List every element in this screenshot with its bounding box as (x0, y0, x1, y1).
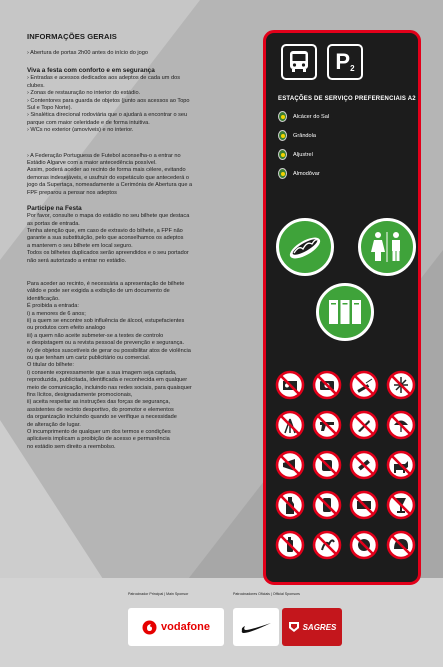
bus-icon (281, 44, 317, 80)
nike-logo (233, 608, 279, 646)
no-knife-icon (349, 410, 379, 440)
fpf-line: Estádio Algarve com a maior antecedência possível. (27, 160, 157, 167)
participate-line: não será autorizado a entrar no estádio. (27, 257, 127, 264)
participate-line: as portas de entrada. (27, 220, 80, 227)
gate-opening-text: › Abertura de portas 2h00 antes do início do jogo (27, 50, 148, 56)
rules-line: É proibida a entrada: (27, 303, 79, 310)
fpf-line: FPF preparou a pensar nos adeptos (27, 189, 117, 196)
no-helmets-icon (386, 530, 416, 560)
no-fireworks-icon (386, 370, 416, 400)
no-firearms-icon (312, 410, 342, 440)
no-laser-pointer-icon (349, 370, 379, 400)
rules-line: de alteração de lugar. (27, 421, 81, 428)
rules-line: iii) a quem não aceite submeter-se a testes de controlo (27, 332, 164, 339)
no-glass-icon (386, 490, 416, 520)
parking-sub: 2 (350, 63, 355, 73)
no-spray-icon (275, 530, 305, 560)
sagres-crest-icon (288, 621, 300, 633)
comfort-line: › Entradas e acessos dedicados aos adeptos de cada um dos (27, 75, 180, 82)
no-animals-icon (386, 450, 416, 480)
fpf-line: jogo da Supertaça, nomeadamente a Cerimónia de Abertura que a (27, 182, 193, 189)
rules-line: O titular do bilhete: (27, 362, 74, 369)
vodafone-logo (128, 608, 224, 646)
comfort-line: › Contentores para guarda de objetos (junto aos acessos ao Topo (27, 97, 190, 104)
fpf-line: demoras indesejáveis, e usufruir do espetáculo que antecederá o (27, 174, 190, 181)
participate-line: Todos os bilhetes duplicados serão apreendidos e o seu portador (27, 250, 189, 257)
prohibited-items-grid (275, 370, 416, 560)
main-sponsor-label: Patrocinador Principal | Main Sponsor (128, 592, 189, 596)
fuel-brand-icon (278, 111, 287, 122)
rules-line: identificação. (27, 295, 60, 302)
fuel-brand-icon (278, 130, 287, 141)
fpf-block (27, 153, 255, 197)
official-sponsors-label: Patrocinadores Oficiais | Official Sponsors (233, 592, 300, 596)
station-item (278, 168, 320, 179)
no-horn-icon (275, 450, 305, 480)
rules-line: no estádio sem direito a reembolso. (27, 443, 116, 450)
station-item (278, 149, 313, 160)
parking-p2-icon (327, 44, 363, 80)
info-column (27, 32, 255, 457)
comfort-line: parque com maior celeridade e de forma intuitiva. (27, 119, 150, 126)
no-bottles-icon (275, 490, 305, 520)
no-syringe-icon (349, 450, 379, 480)
comfort-title: Viva a festa com conforto e em segurança (27, 67, 155, 75)
no-hazardous-substances-icon (312, 450, 342, 480)
comfort-block (27, 67, 255, 134)
no-camera-icon (312, 370, 342, 400)
no-balls-icon (349, 530, 379, 560)
rules-line: e despistagem ou a revista pessoal de prevenção e segurança. (27, 340, 185, 347)
vodafone-wordmark: vodafone (161, 621, 210, 633)
participate-line: Por favor, consulte o mapa do estádio no seu bilhete que destaca (27, 213, 190, 220)
lockers-icon (316, 283, 374, 341)
stations-title: ESTAÇÕES DE SERVIÇO PREFERENCIAIS A2 (278, 96, 416, 102)
comfort-line: › WCs no exterior (amovíveis) e no interior. (27, 127, 134, 134)
rules-line: iv) de objetos suscetíveis de gerar ou possibilitar atos de violência (27, 347, 191, 354)
rules-line: fins lícitos, designadamente promocionais, (27, 392, 133, 399)
rules-line: Para aceder ao recinto, é necessária a apresentação de bilhete (27, 280, 185, 287)
rules-line: aplicáveis implicam a proibição de acesso e permanência (27, 436, 170, 443)
participate-line: a manterem o seu bilhete em local seguro. (27, 242, 133, 249)
rules-line: reproduzida, publicitada, identificada e reconhecida em qualquer (27, 377, 188, 384)
comfort-line: › Sinalética direcional rodoviária que o ajudará a encontrar o seu (27, 112, 188, 119)
rules-line: i) a menores de 6 anos; (27, 310, 86, 317)
participate-title: Participe na Festa (27, 205, 82, 213)
rules-line: i) consente expressamente que a sua imagem seja captada, (27, 369, 177, 376)
transport-icons (281, 44, 363, 80)
station-name: Grândola (293, 132, 317, 139)
vodafone-speechmark-icon (142, 620, 157, 635)
no-smoke-flares-icon (312, 530, 342, 560)
rules-line: ou que tenham um cariz publicitário ou comercial. (27, 355, 151, 361)
fuel-brand-icon (278, 149, 287, 160)
comfort-line: › Zonas de restauração no interior do estádio. (27, 90, 141, 97)
parking-label: P (335, 49, 351, 74)
rules-line: O incumprimento de qualquer um dos termos e condições (27, 429, 171, 436)
rules-block (27, 281, 255, 451)
station-item (278, 130, 316, 141)
nike-swoosh-icon (240, 620, 272, 634)
rules-line: assistentes de recinto desportivo, do promotor e elementos (27, 406, 174, 413)
rules-line: ou produtos com efeito analogo (27, 325, 106, 332)
sagres-wordmark: SAGRES (302, 622, 337, 632)
no-radio-icon (275, 370, 305, 400)
rules-line: meio de comunicação, incluindo nas redes sociais, para quaisquer (27, 384, 192, 391)
fpf-line: Assim, poderá aceder ao recinto de forma mais célere, evitando (27, 167, 186, 174)
participate-block (27, 205, 255, 265)
rules-line: ii) aceita respeitar as instruções das forças de segurança, (27, 399, 171, 406)
comfort-line: clubes. (27, 82, 45, 89)
rules-line: válido e pode ser exigida a exibição de um documento de (27, 288, 170, 295)
comfort-line: Sul e Topo Norte). (27, 105, 72, 112)
no-umbrella-icon (386, 410, 416, 440)
food-service-icon (276, 218, 334, 276)
no-tickets-resale-icon (349, 490, 379, 520)
section-title: INFORMAÇÕES GERAIS (27, 32, 117, 41)
participate-line: garante a sua substituição, pelo que aconselhamos os adeptos (27, 235, 184, 242)
station-item (278, 111, 329, 122)
station-name: Almodôvar (293, 170, 320, 177)
restrooms-icon (358, 218, 416, 276)
rules-line: ii) a quem se encontre sob influência de álcool, estupefacientes (27, 317, 185, 324)
sagres-logo (282, 608, 342, 646)
no-cans-icon (312, 490, 342, 520)
fuel-brand-icon (278, 168, 287, 179)
station-name: Aljustrel (293, 151, 313, 158)
fpf-line: › A Federação Portuguesa de Futebol aconselha-o a entrar no (27, 152, 181, 159)
rules-line: da organização incluindo quando se verifique a necessidade (27, 414, 177, 421)
no-tripod-icon (275, 410, 305, 440)
participate-line: Tenha atenção que, em caso de extravio do bilhete, a FPF não (27, 227, 183, 234)
station-name: Alcácer do Sal (293, 113, 330, 120)
